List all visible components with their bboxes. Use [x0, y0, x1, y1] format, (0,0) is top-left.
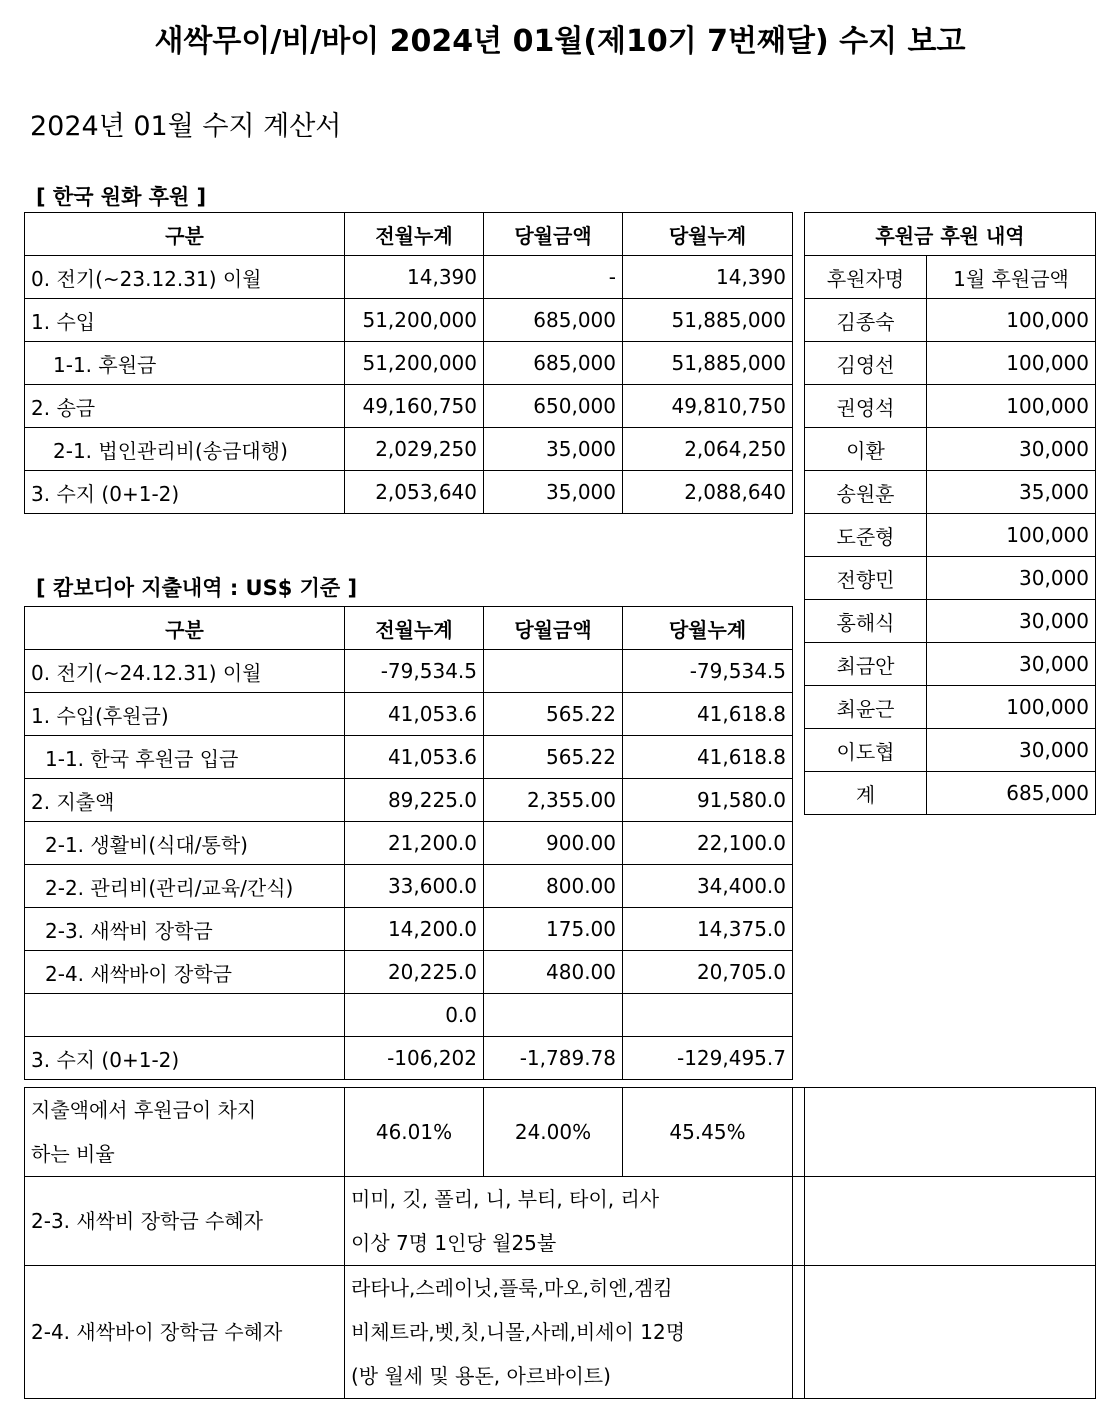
donor-row [805, 299, 1096, 342]
usd-table [24, 606, 793, 1080]
row-label: 2-1. 법인관리비(송금대행) [25, 428, 345, 471]
cum-value: 51,885,000 [623, 342, 793, 385]
ratio-label [25, 1088, 345, 1177]
prev-value: 41,053.6 [345, 693, 484, 736]
curr-value: - [484, 256, 623, 299]
curr-value: 650,000 [484, 385, 623, 428]
prev-value: 51,200,000 [345, 299, 484, 342]
donor-row [805, 557, 1096, 600]
prev-value: 14,200.0 [345, 908, 484, 951]
cum-value: 22,100.0 [623, 822, 793, 865]
donor-name: 이환 [805, 428, 927, 471]
curr-value: 2,355.00 [484, 779, 623, 822]
row-label: 1. 수입 [25, 299, 345, 342]
table-row [25, 1037, 793, 1080]
donor-header-amount: 1월 후원금액 [927, 256, 1096, 299]
ratio-label-line1: 지출액에서 후원금이 차지 [31, 1098, 257, 1122]
donor-header-name: 후원자명 [805, 256, 927, 299]
prev-value: 33,600.0 [345, 865, 484, 908]
donor-table [804, 212, 1096, 815]
prev-value: 51,200,000 [345, 342, 484, 385]
donor-row [805, 600, 1096, 643]
row-label [25, 994, 345, 1037]
row-label: 3. 수지 (0+1-2) [25, 471, 345, 514]
table-row [25, 779, 793, 822]
donor-amount: 30,000 [927, 428, 1096, 471]
recipient-label: 2-4. 새싹바이 장학금 수혜자 [25, 1266, 345, 1399]
donor-row [805, 385, 1096, 428]
prev-value: 0.0 [345, 994, 484, 1037]
ratio-curr: 24.00% [484, 1088, 623, 1177]
curr-value [484, 994, 623, 1037]
cum-value: 2,088,640 [623, 471, 793, 514]
prev-value: -79,534.5 [345, 650, 484, 693]
row-label: 2-1. 생활비(식대/통학) [25, 822, 345, 865]
recipient-row [25, 1266, 1096, 1399]
donor-title-row [805, 213, 1096, 256]
curr-value: 685,000 [484, 342, 623, 385]
cum-value: -79,534.5 [623, 650, 793, 693]
usd-header-prev: 전월누계 [345, 607, 484, 650]
donor-row [805, 729, 1096, 772]
curr-value: -1,789.78 [484, 1037, 623, 1080]
ratio-prev: 46.01% [345, 1088, 484, 1177]
table-row [25, 994, 793, 1037]
row-label: 2. 송금 [25, 385, 345, 428]
donor-amount: 30,000 [927, 729, 1096, 772]
donor-total-label: 계 [805, 772, 927, 815]
table-row [25, 650, 793, 693]
donor-name: 도준형 [805, 514, 927, 557]
row-label: 2-4. 새싹바이 장학금 [25, 951, 345, 994]
row-label: 2-3. 새싹비 장학금 [25, 908, 345, 951]
row-label: 0. 전기(~24.12.31) 이월 [25, 650, 345, 693]
column-separator [793, 1088, 805, 1177]
curr-value: 900.00 [484, 822, 623, 865]
page-title: 새싹무이/비/바이 2024년 01월(제10기 7번째달) 수지 보고 [154, 24, 966, 59]
recipient-line: (방 월세 및 용돈, 아르바이트) [351, 1364, 611, 1388]
ratio-row [25, 1088, 1096, 1177]
usd-summary-table [24, 1087, 1096, 1399]
prev-value: 89,225.0 [345, 779, 484, 822]
column-separator [793, 1177, 805, 1266]
recipient-line: 이상 7명 1인당 월25불 [351, 1231, 557, 1255]
prev-value: -106,202 [345, 1037, 484, 1080]
statement-subtitle: 2024년 01월 수지 계산서 [30, 111, 342, 142]
donor-amount: 30,000 [927, 557, 1096, 600]
recipient-label: 2-3. 새싹비 장학금 수혜자 [25, 1177, 345, 1266]
row-label: 2-2. 관리비(관리/교육/간식) [25, 865, 345, 908]
table-row [25, 385, 793, 428]
recipient-list [345, 1177, 793, 1266]
table-row [25, 299, 793, 342]
donor-row [805, 686, 1096, 729]
usd-header-cum: 당월누계 [623, 607, 793, 650]
prev-value: 14,390 [345, 256, 484, 299]
row-label: 3. 수지 (0+1-2) [25, 1037, 345, 1080]
cum-value: -129,495.7 [623, 1037, 793, 1080]
prev-value: 2,053,640 [345, 471, 484, 514]
donor-total-amount: 685,000 [927, 772, 1096, 815]
table-row [25, 342, 793, 385]
recipient-row [25, 1177, 1096, 1266]
curr-value [484, 650, 623, 693]
donor-amount: 100,000 [927, 342, 1096, 385]
cum-value: 91,580.0 [623, 779, 793, 822]
curr-value: 800.00 [484, 865, 623, 908]
krw-header-curr: 당월금액 [484, 213, 623, 256]
krw-header-row [25, 213, 793, 256]
donor-name: 전향민 [805, 557, 927, 600]
krw-header-cum: 당월누계 [623, 213, 793, 256]
krw-table [24, 212, 793, 514]
table-row [25, 822, 793, 865]
usd-header-category: 구분 [25, 607, 345, 650]
donor-amount: 100,000 [927, 514, 1096, 557]
curr-value: 175.00 [484, 908, 623, 951]
prev-value: 2,029,250 [345, 428, 484, 471]
cum-value [623, 994, 793, 1037]
table-row [25, 865, 793, 908]
donor-amount: 30,000 [927, 600, 1096, 643]
donor-amount: 30,000 [927, 643, 1096, 686]
table-row [25, 428, 793, 471]
krw-header-prev: 전월누계 [345, 213, 484, 256]
cum-value: 14,390 [623, 256, 793, 299]
cum-value: 14,375.0 [623, 908, 793, 951]
ratio-label-line2: 하는 비율 [31, 1142, 115, 1166]
donor-row [805, 514, 1096, 557]
donor-amount: 100,000 [927, 686, 1096, 729]
donor-table-title: 후원금 후원 내역 [805, 213, 1096, 256]
blank-cell [805, 1177, 1096, 1266]
recipient-line: 라타나,스레이닛,플룩,마오,히엔,겜킴 [351, 1276, 673, 1300]
row-label: 1. 수입(후원금) [25, 693, 345, 736]
cum-value: 20,705.0 [623, 951, 793, 994]
cum-value: 51,885,000 [623, 299, 793, 342]
prev-value: 21,200.0 [345, 822, 484, 865]
table-row [25, 736, 793, 779]
curr-value: 565.22 [484, 736, 623, 779]
usd-section-title: [ 캄보디아 지출내역 : US$ 기준 ] [36, 576, 358, 600]
donor-amount: 100,000 [927, 299, 1096, 342]
donor-name: 홍해식 [805, 600, 927, 643]
prev-value: 20,225.0 [345, 951, 484, 994]
recipient-list [345, 1266, 793, 1399]
table-row [25, 951, 793, 994]
usd-header-curr: 당월금액 [484, 607, 623, 650]
row-label: 2. 지출액 [25, 779, 345, 822]
curr-value: 35,000 [484, 471, 623, 514]
donor-row [805, 643, 1096, 686]
cum-value: 49,810,750 [623, 385, 793, 428]
usd-header-row [25, 607, 793, 650]
donor-row [805, 342, 1096, 385]
donor-name: 이도협 [805, 729, 927, 772]
recipient-line: 미미, 깃, 폴리, 니, 부티, 타이, 리사 [351, 1187, 660, 1211]
table-row [25, 908, 793, 951]
row-label: 1-1. 한국 후원금 입금 [25, 736, 345, 779]
blank-cell [805, 1266, 1096, 1399]
cum-value: 41,618.8 [623, 693, 793, 736]
donor-name: 송원훈 [805, 471, 927, 514]
curr-value: 480.00 [484, 951, 623, 994]
donor-amount: 35,000 [927, 471, 1096, 514]
cum-value: 2,064,250 [623, 428, 793, 471]
cum-value: 34,400.0 [623, 865, 793, 908]
table-row [25, 693, 793, 736]
row-label: 0. 전기(~23.12.31) 이월 [25, 256, 345, 299]
prev-value: 41,053.6 [345, 736, 484, 779]
krw-header-category: 구분 [25, 213, 345, 256]
krw-section-title: [ 한국 원화 후원 ] [36, 185, 207, 209]
donor-name: 최금안 [805, 643, 927, 686]
donor-name: 김영선 [805, 342, 927, 385]
donor-row [805, 471, 1096, 514]
table-row [25, 471, 793, 514]
donor-row [805, 428, 1096, 471]
row-label: 1-1. 후원금 [25, 342, 345, 385]
donor-name: 권영석 [805, 385, 927, 428]
curr-value: 685,000 [484, 299, 623, 342]
donor-total-row [805, 772, 1096, 815]
cum-value: 41,618.8 [623, 736, 793, 779]
prev-value: 49,160,750 [345, 385, 484, 428]
curr-value: 35,000 [484, 428, 623, 471]
ratio-cum: 45.45% [623, 1088, 793, 1177]
donor-name: 김종숙 [805, 299, 927, 342]
blank-cell [805, 1088, 1096, 1177]
donor-name: 최윤근 [805, 686, 927, 729]
table-row [25, 256, 793, 299]
curr-value: 565.22 [484, 693, 623, 736]
recipient-line: 비체트라,벳,칫,니몰,사레,비세이 12명 [351, 1320, 686, 1344]
column-separator [793, 1266, 805, 1399]
donor-amount: 100,000 [927, 385, 1096, 428]
donor-header-row [805, 256, 1096, 299]
